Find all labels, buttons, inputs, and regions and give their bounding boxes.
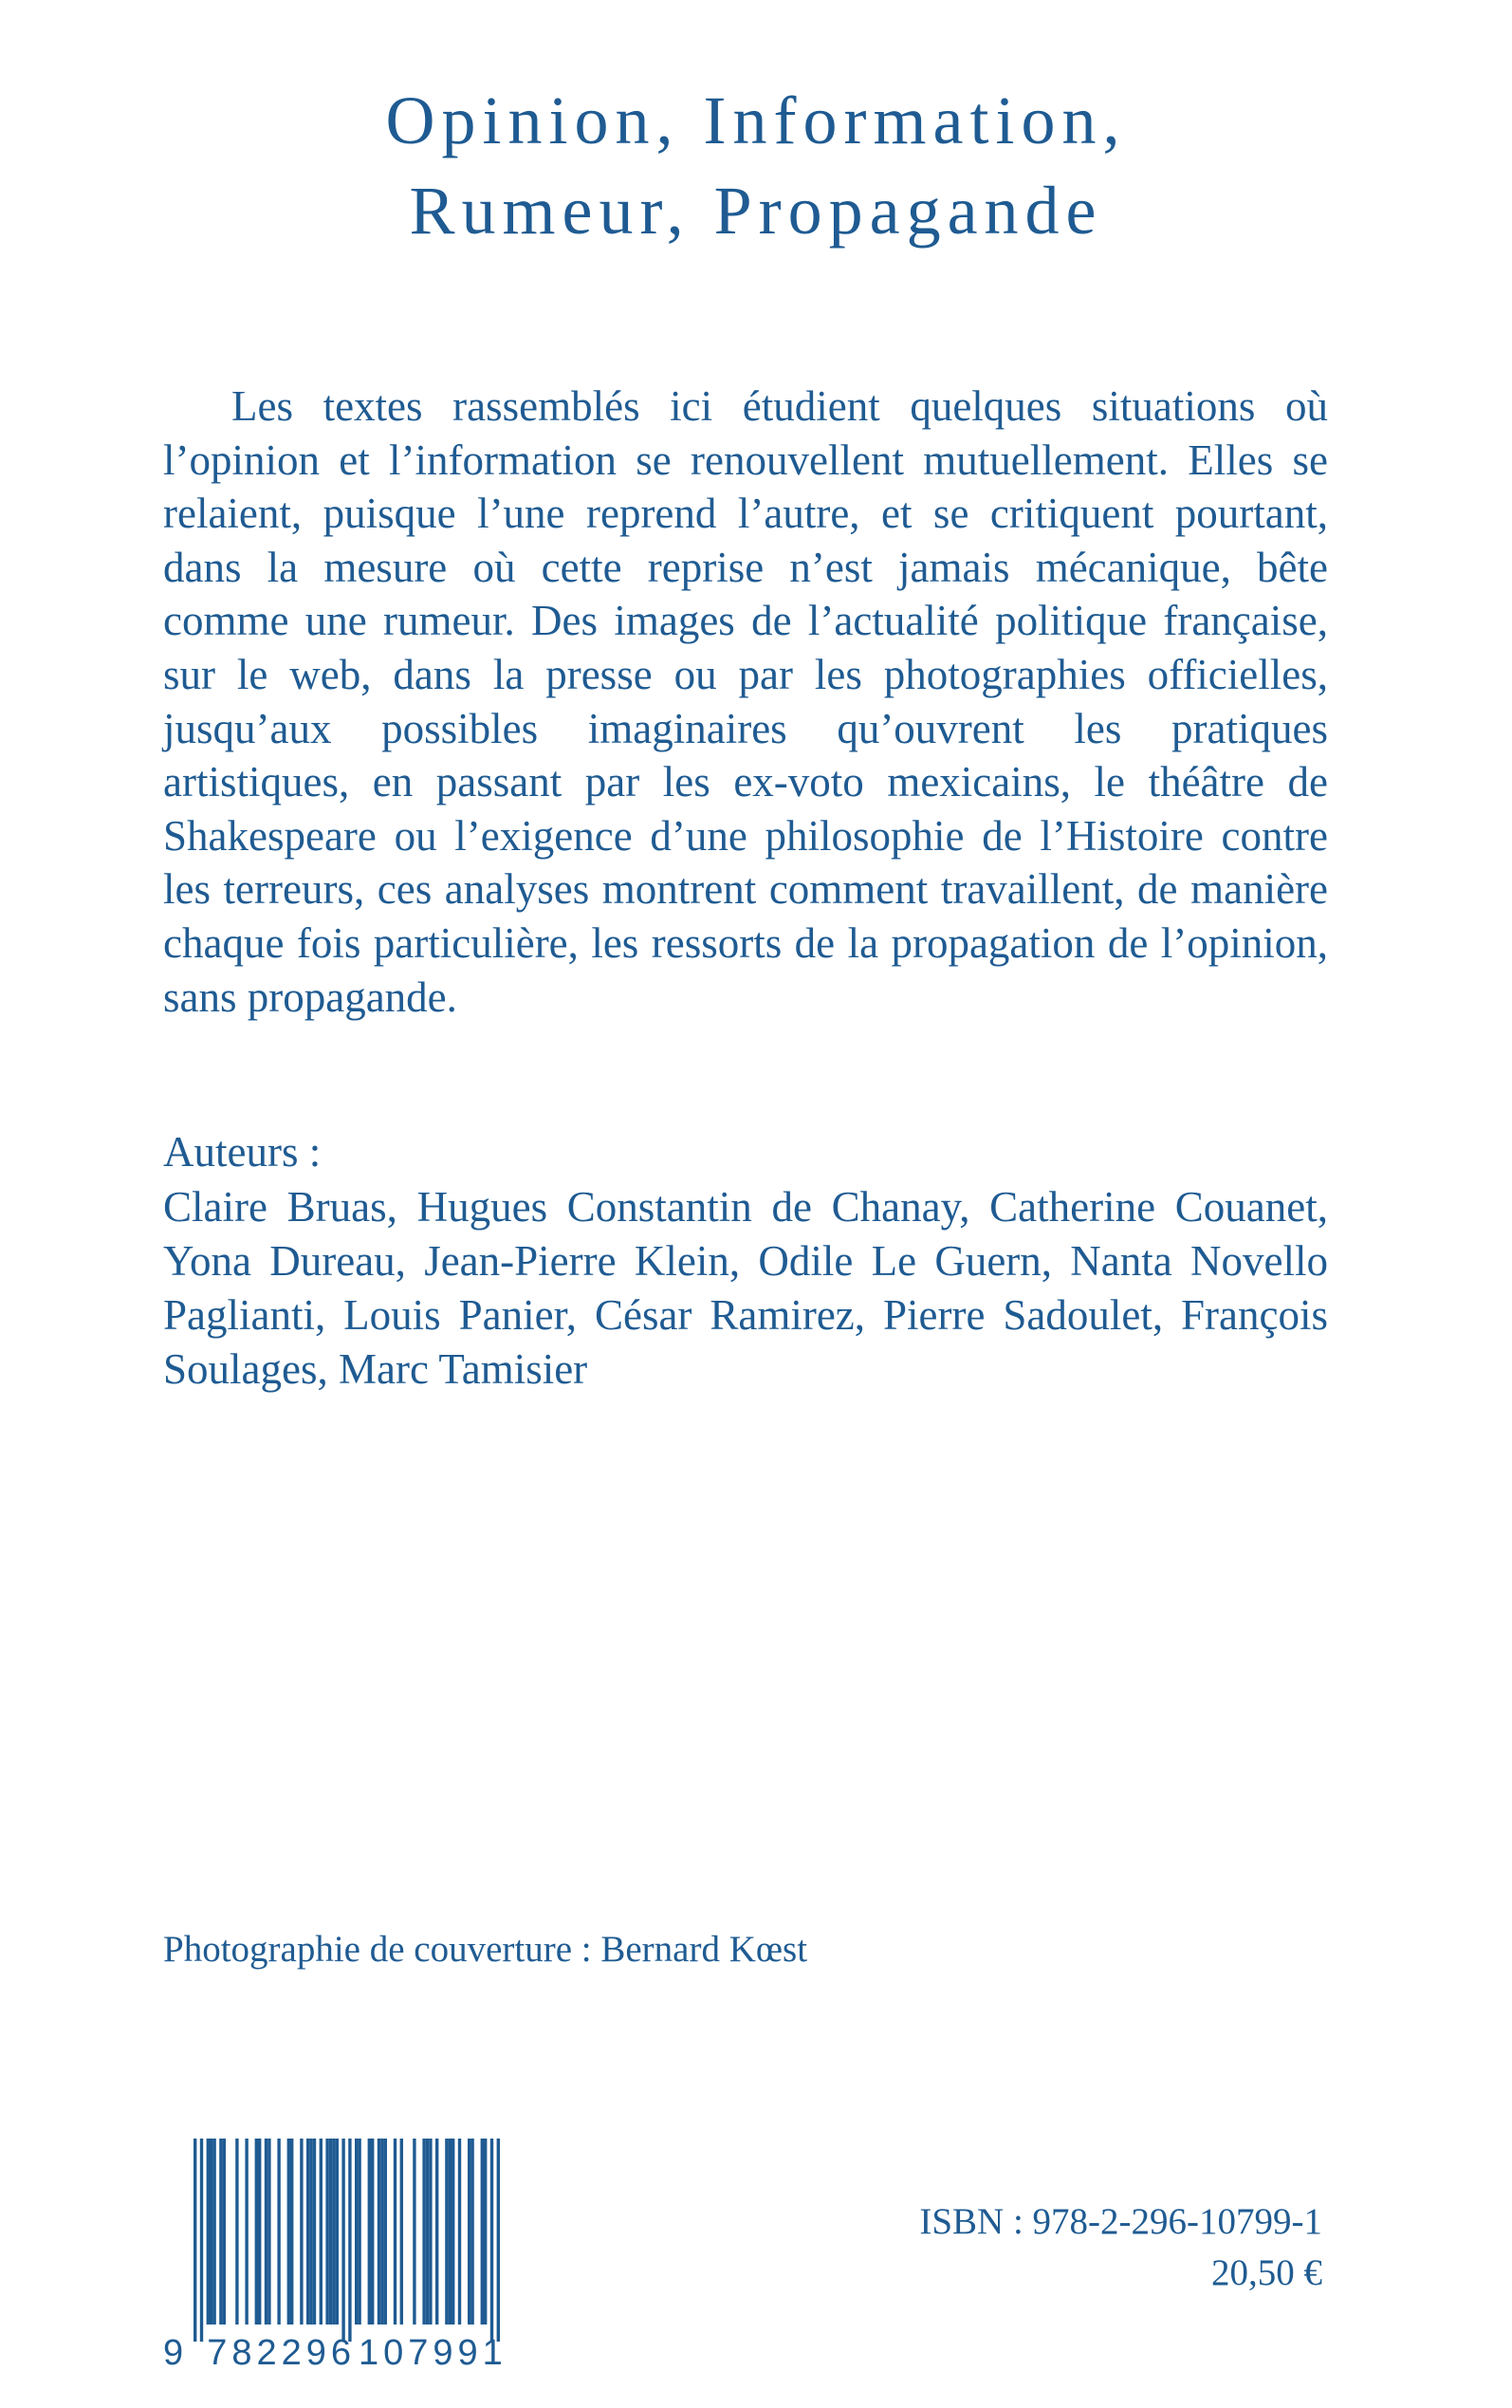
barcode-bar [194,2139,196,2342]
barcode-bar [429,2139,432,2325]
barcode-bar [470,2139,473,2325]
barcode-graphic [161,2135,512,2372]
authors-heading: Auteurs : [163,1128,322,1176]
barcode-bar [329,2139,332,2325]
barcode-bar [210,2139,212,2325]
isbn-label: ISBN : 978-2-296-10799-1 [919,2201,1322,2242]
barcode-bar [290,2139,293,2325]
barcode-bar [300,2139,303,2325]
price-label: 20,50 € [1211,2252,1322,2293]
barcode-bar [212,2139,215,2325]
barcode [161,2135,512,2372]
barcode-bar [332,2139,335,2325]
summary-paragraph: Les textes rassemblés ici étudient quelques situations où l’opinion et l’information se renouvellent mutuellement. Elles se relaient, puisque l’une reprend l’autre, et se critiquent pourtant, dans la mesure où cette reprise n’est jamais mécanique, bête comme une rumeur. Des images de l’actualité politique française, sur le web, dans la presse ou par les photographies officielles, jusqu’aux possibles imaginaires qu’ouvrent les pratiques artistiques, en passant par les ex-voto mexicains, le théâtre de Shakespeare ou l’exigence d’une philosophie de l’Histoire contre les terreurs, ces analyses montrent comment travaillent, de manière chaque fois particulière, les ressorts de la propagation de l’opinion, sans propagande. [163,382,1328,1021]
barcode-bar [422,2139,425,2325]
barcode-bar [200,2139,203,2342]
barcode-bar [306,2139,309,2325]
barcode-bar [235,2139,238,2325]
barcode-bar [368,2139,371,2325]
barcode-bar [355,2139,358,2325]
barcode-bar [265,2139,267,2325]
book-title-line-2: Rumeur, Propagande [409,173,1103,249]
barcode-bar [378,2139,380,2325]
barcode-bar [435,2139,438,2325]
barcode-bar [219,2139,222,2325]
barcode-bar [490,2139,493,2342]
barcode-bar [207,2139,210,2325]
barcode-bar [452,2139,454,2325]
barcode-bar [413,2139,415,2325]
barcode-left-digits: 782296 [207,2333,357,2372]
barcode-bar [384,2139,387,2325]
barcode-bar [458,2139,461,2325]
barcode-bar [348,2139,351,2342]
barcode-bar [313,2139,316,2325]
barcode-bar [468,2139,470,2325]
barcode-bar [287,2139,290,2325]
barcode-bar [341,2139,344,2342]
barcode-bar [245,2139,248,2325]
barcode-bar [258,2139,261,2325]
barcode-bar [277,2139,280,2325]
barcode-bar [267,2139,270,2325]
barcode-bar [255,2139,258,2325]
barcode-bar [309,2139,312,2325]
barcode-bar [320,2139,323,2325]
barcode-bar [394,2139,396,2325]
barcode-bar [445,2139,448,2325]
barcode-bar [400,2139,403,2325]
barcode-first-digit: 9 [163,2333,184,2372]
barcode-bar [336,2139,339,2325]
barcode-bar [426,2139,429,2325]
barcode-right-digits: 107991 [359,2333,507,2372]
barcode-bar [325,2139,328,2325]
barcode-bar [371,2139,374,2325]
barcode-bar [449,2139,452,2325]
barcode-bar [481,2139,484,2325]
barcode-bar [497,2139,500,2342]
barcode-bar [223,2139,226,2325]
book-title-line-1: Opinion, Information, [385,83,1127,158]
book-title [0,76,1512,256]
cover-photo-credit: Photographie de couverture : Bernard Kœst [163,1929,808,1970]
barcode-bar [358,2139,360,2325]
barcode-bar [380,2139,383,2325]
barcode-bar [484,2139,487,2325]
authors-list: Claire Bruas, Hugues Constantin de Chanay, Catherine Couanet, Yona Dureau, Jean-Pierre Klein, Odile Le Guern, Nanta Novello Paglianti, Louis Panier, César Ramirez, Pierre Sadoulet, François Soulages, Marc Tamisier [163,1183,1328,1393]
